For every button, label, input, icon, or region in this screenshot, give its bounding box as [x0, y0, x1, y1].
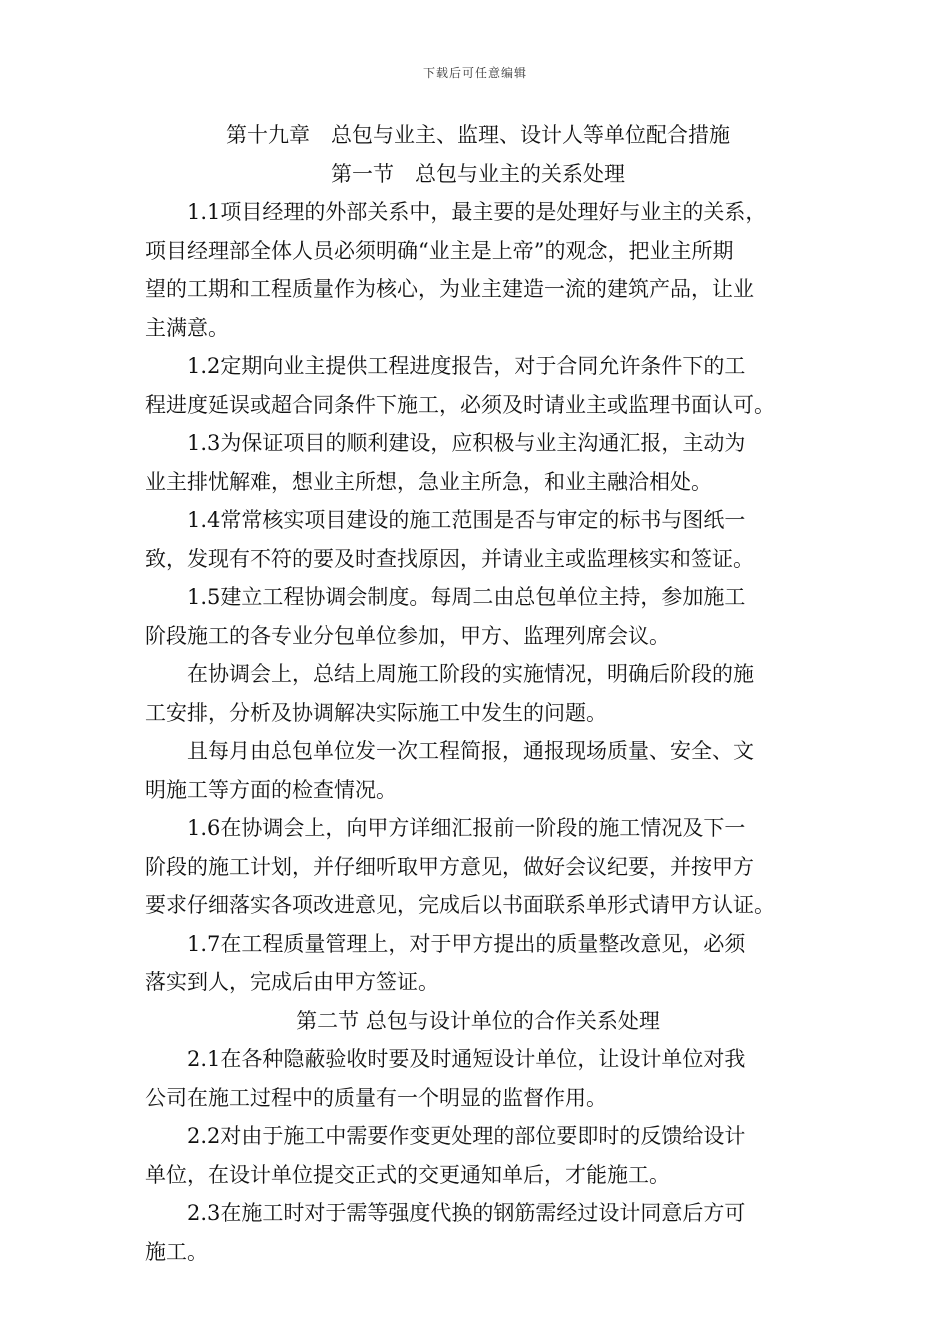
text-line: 项目经理部全体人员必须明确“业主是上帝”的观念，把业主所期: [145, 238, 734, 263]
text-line: 1.4常常核实项目建设的施工范围是否与审定的标书与图纸一: [187, 508, 746, 532]
text-line: 1.3为保证项目的顺利建设，应积极与业主沟通汇报，主动为: [187, 431, 746, 455]
text-line: 主满意。: [145, 315, 229, 340]
text-line: 在协调会上，总结上周施工阶段的实施情况，明确后阶段的施: [187, 662, 754, 686]
section-heading: 第二节 总包与设计单位的合作关系处理: [296, 1008, 660, 1033]
text-line: 2.2对由于施工中需要作变更处理的部位要即时的反馈给设计: [187, 1124, 746, 1148]
text-line: 明施工等方面的检查情况。: [145, 777, 397, 802]
text-line: 程进度延误或超合同条件下施工，必须及时请业主或监理书面认可。: [145, 392, 775, 417]
text-line: 1.5建立工程协调会制度。每周二由总包单位主持，参加施工: [187, 585, 746, 609]
text-line: 2.1在各种隐蔽验收时要及时通短设计单位，让设计单位对我: [187, 1047, 746, 1071]
text-line: 1.2定期向业主提供工程进度报告，对于合同允许条件下的工: [187, 354, 746, 378]
text-line: 1.1项目经理的外部关系中，最主要的是处理好与业主的关系，: [187, 200, 767, 224]
text-line: 致，发现有不符的要及时查找原因，并请业主或监理核实和签证。: [145, 546, 754, 571]
header-note: 下载后可任意编辑: [422, 66, 527, 80]
text-line: 工安排，分析及协调解决实际施工中发生的问题。: [145, 700, 607, 725]
text-line: 1.6在协调会上，向甲方详细汇报前一阶段的施工情况及下一: [187, 816, 746, 840]
text-line: 阶段施工的各专业分包单位参加，甲方、监理列席会议。: [145, 623, 670, 648]
text-line: 落实到人，完成后由甲方签证。: [145, 970, 439, 994]
section-heading: 第一节 总包与业主的关系处理: [331, 161, 625, 186]
text-line: 单位，在设计单位提交正式的交更通知单后，才能施工。: [145, 1162, 670, 1187]
text-line: 1.7在工程质量管理上，对于甲方提出的质量整改意见，必须: [187, 931, 746, 956]
document-body: [145, 116, 811, 1271]
text-line: 公司在施工过程中的质量有一个明显的监督作用。: [145, 1085, 607, 1110]
text-line: 2.3在施工时对于需等强度代换的钢筋需经过设计同意后方可: [187, 1201, 746, 1225]
text-line: 阶段的施工计划，并仔细听取甲方意见，做好会议纪要，并按甲方: [145, 854, 754, 879]
text-line: 要求仔细落实各项改进意见，完成后以书面联系单形式请甲方认证。: [145, 893, 775, 917]
text-line: 望的工期和工程质量作为核心，为业主建造一流的建筑产品，让业: [145, 277, 754, 301]
text-line: 且每月由总包单位发一次工程简报，通报现场质量、安全、文: [187, 739, 754, 763]
text-line: 施工。: [145, 1239, 208, 1264]
section-heading: 第十九章 总包与业主、监理、设计人等单位配合措施: [226, 123, 730, 147]
text-line: 业主排忧解难，想业主所想，急业主所急，和业主融洽相处。: [145, 469, 712, 494]
